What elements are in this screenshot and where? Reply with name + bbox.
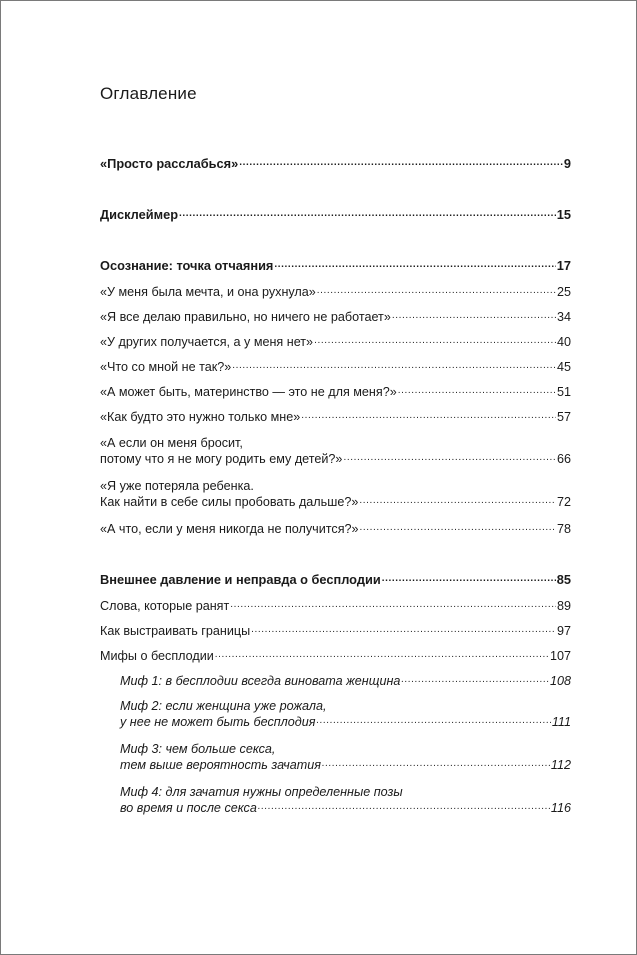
toc-page-number: 57	[556, 410, 571, 424]
toc-page-number: 108	[549, 674, 571, 688]
toc-page-number: 40	[556, 335, 571, 349]
toc-entry-first-line: «Я уже потеряла ребенка.	[100, 479, 254, 493]
toc-leader	[314, 336, 556, 346]
toc-leader	[215, 650, 549, 660]
toc-entry-text: «А что, если у меня никогда не получится?»	[100, 522, 359, 536]
toc-page-number: 112	[550, 758, 571, 772]
toc-page-number: 9	[563, 156, 571, 171]
toc-page-number: 72	[556, 495, 571, 509]
toc-entry-text: Дисклеймер	[100, 207, 179, 222]
toc-page-number: 25	[556, 285, 571, 299]
toc-entry-text: «А может быть, материнство — это не для меня?»	[100, 385, 397, 399]
toc-leader	[322, 759, 550, 769]
toc-entry-13[interactable]	[100, 572, 571, 588]
toc-entry-first-line: Миф 3: чем больше секса,	[120, 742, 276, 756]
toc-page-number: 15	[556, 207, 571, 222]
toc-entry-text: «Я все делаю правильно, но ничего не работает»	[100, 310, 391, 324]
toc-entry-text: «У меня была мечта, и она рухнула»	[100, 285, 316, 299]
toc-page-number: 78	[556, 522, 571, 536]
toc-leader	[232, 361, 556, 371]
toc-leader	[179, 209, 556, 219]
toc-entry-text: Осознание: точка отчаяния	[100, 258, 274, 273]
toc-entry-text: у нее не может быть бесплодия	[120, 715, 316, 729]
toc-leader	[343, 453, 556, 463]
toc-page-number: 17	[556, 258, 571, 273]
toc-entry-text: потому что я не могу родить ему детей?»	[100, 452, 343, 466]
toc-entry-19[interactable]	[120, 741, 571, 773]
toc-entry-9[interactable]	[100, 409, 571, 425]
toc-leader	[359, 496, 556, 506]
toc-leader	[392, 311, 556, 321]
toc-leader	[301, 411, 556, 421]
toc-leader	[317, 286, 556, 296]
toc-leader	[251, 625, 556, 635]
toc-leader	[258, 802, 550, 812]
toc-entry-5[interactable]	[100, 309, 571, 325]
toc-entry-text: «У других получается, а у меня нет»	[100, 335, 314, 349]
toc-entry-text: тем выше вероятность зачатия	[120, 758, 321, 772]
toc-entry-text: Внешнее давление и неправда о бесплодии	[100, 572, 381, 587]
toc-entry-7[interactable]	[100, 359, 571, 375]
toc-entry-2[interactable]	[100, 207, 571, 223]
toc-entry-3[interactable]	[100, 258, 571, 274]
toc-leader	[230, 600, 556, 610]
toc-leader	[360, 523, 556, 533]
toc-page-number: 107	[549, 649, 571, 663]
toc-entry-6[interactable]	[100, 334, 571, 350]
toc-entry-12[interactable]	[100, 521, 571, 537]
toc-entry-first-line: Миф 2: если женщина уже рожала,	[120, 699, 327, 713]
toc-entry-text: Слова, которые ранят	[100, 599, 230, 613]
toc-entry-4[interactable]	[100, 284, 571, 300]
toc-leader	[401, 675, 549, 685]
toc-page-number: 51	[556, 385, 571, 399]
toc-page-number: 116	[550, 801, 571, 815]
toc-leader	[239, 158, 563, 168]
toc-page-number: 111	[551, 715, 571, 729]
toc-leader	[316, 716, 550, 726]
toc-entry-text: Мифы о бесплодии	[100, 649, 214, 663]
toc-page-number: 85	[556, 572, 571, 587]
toc-page-number: 45	[556, 360, 571, 374]
toc-entry-18[interactable]	[120, 698, 571, 730]
toc-entry-11[interactable]	[100, 478, 571, 510]
toc-entry-first-line: «А если он меня бросит,	[100, 436, 243, 450]
toc-page-number: 89	[556, 599, 571, 613]
toc-page-number: 34	[556, 310, 571, 324]
toc-entry-1[interactable]	[100, 156, 571, 172]
toc-entry-10[interactable]	[100, 435, 571, 467]
toc-entry-17[interactable]	[120, 673, 571, 689]
toc-title: Оглавление	[100, 84, 197, 103]
toc-entry-15[interactable]	[100, 623, 571, 639]
toc-entry-16[interactable]	[100, 648, 571, 664]
toc-entry-text: «Что со мной не так?»	[100, 360, 232, 374]
toc-entry-text: Как выстраивать границы	[100, 624, 251, 638]
toc-leader	[382, 574, 556, 584]
toc-entry-text: Как найти в себе силы пробовать дальше?»	[100, 495, 359, 509]
toc-leader	[274, 260, 555, 270]
toc-page-number: 97	[556, 624, 571, 638]
toc-entry-14[interactable]	[100, 598, 571, 614]
toc-entry-text: Миф 1: в бесплодии всегда виновата женщина	[120, 674, 401, 688]
toc-entry-20[interactable]	[120, 784, 571, 816]
toc-leader	[398, 386, 556, 396]
toc-entry-text: во время и после секса	[120, 801, 257, 815]
toc-entry-text: «Просто расслабься»	[100, 156, 239, 171]
toc-entry-first-line: Миф 4: для зачатия нужны определенные позы	[120, 785, 403, 799]
toc-entry-text: «Как будто это нужно только мне»	[100, 410, 301, 424]
toc-page-number: 66	[556, 452, 571, 466]
toc-entry-8[interactable]	[100, 384, 571, 400]
